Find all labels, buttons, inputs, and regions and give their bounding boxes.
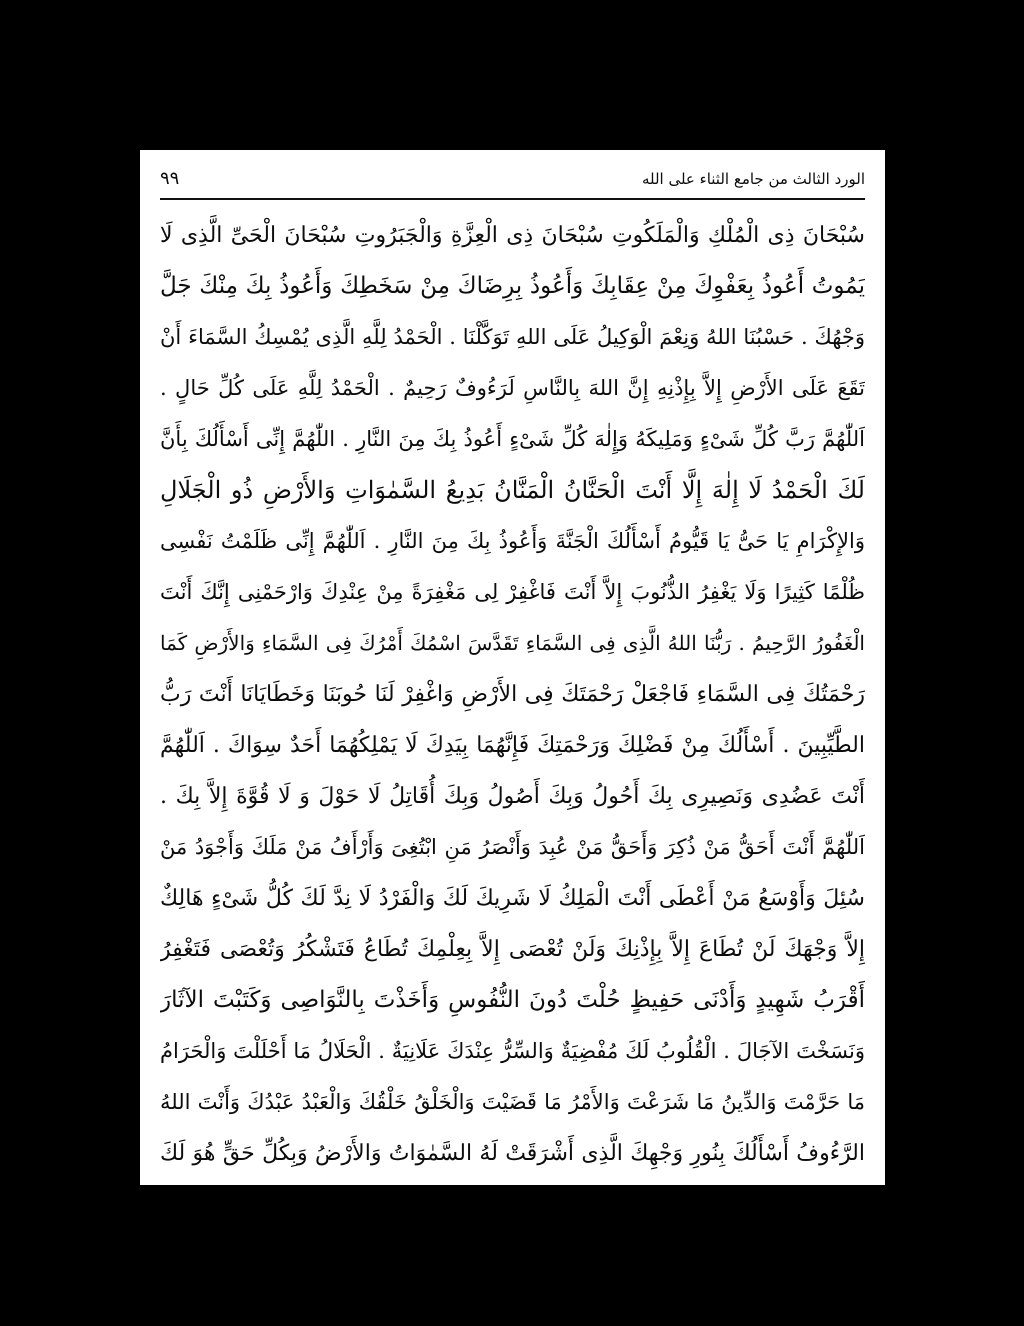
text-line: أَقْرَبُ شَهِيدٍ وَأَدْنَى حَفِيظٍ حُلْتَ دُونَ النُّفُوسِ وَأَخَذْتَ بِالنَّوَاصِى وَكَتَبْتَ الآثَارَ xyxy=(160,987,865,1013)
text-line: مَا حَرَّمْتَ وَالدِّينُ مَا شَرَعْتَ وَالأَمْرُ مَا قَضَيْتَ وَالْخَلْقُ خَلْقُكَ وَالْعَبْدُ عَبْدُكَ وَأَنْتَ اللهُ xyxy=(160,1090,865,1114)
text-line: لَكَ الْحَمْدُ لَا إِلٰهَ إِلَّا أَنْتَ الْحَنَّانُ الْمَنَّانُ بَدِيعُ السَّمٰوَاتِ وَالأَرْضِ ذُو الْجَلَالِ xyxy=(160,476,865,504)
header-rule xyxy=(160,198,865,200)
book-page xyxy=(140,150,885,1185)
text-line: وَنَسَخْتَ الآجَالَ . الْقُلُوبُ لَكَ مُفْضِيَةٌ وَالسِّرُّ عِنْدَكَ عَلَانِيَةٌ . الْحَلَالُ مَا أَحْلَلْتَ وَالْحَرَامُ xyxy=(160,1039,865,1063)
text-line: إِلاَّ وَجْهَكَ لَنْ تُطَاعَ إِلاَّ بِإِذْنِكَ وَلَنْ تُعْصَى إِلاَّ بِعِلْمِكَ تُطَاعُ فَتَشْكُرُ وَتُعْصَى فَتَغْفِرُ xyxy=(160,937,865,962)
text-line: يَمُوتُ أَعُوذُ بِعَفْوِكَ مِنْ عِقَابِكَ وَأَعُوذُ بِرِضَاكَ مِنْ سَخَطِكَ وَأَعُوذُ بِكَ مِنْكَ جَلَّ xyxy=(160,273,865,299)
text-line: أَنْتَ عَضُدِى وَنَصِيرِى بِكَ أَحُولُ وَبِكَ أَصُولُ وَبِكَ أُقَاتِلُ لَا حَوْلَ وَ لَا قُوَّةَ إِلاَّ بِكَ . xyxy=(160,784,865,809)
text-line: اَللّٰهُمَّ أَنْتَ أَحَقُّ مَنْ ذُكِرَ وَأَحَقُّ مَنْ عُبِدَ وَأَنْصَرُ مَنِ ابْتُغِىَ وَأَرْأَفُ مَنْ مَلَكَ وَأَجْوَدُ مَنْ xyxy=(160,835,865,859)
text-line: سُئِلَ وَأَوْسَعُ مَنْ أَعْطَى أَنْتَ الْمَلِكُ لَا شَرِيكَ لَكَ وَالْفَرْدُ لَا نِدَّ لَكَ كُلُّ شَىْءٍ هَالِكٌ xyxy=(160,886,865,911)
text-line: تَقَعَ عَلَى الأَرْضِ إِلاَّ بِإِذْنِهِ إِنَّ اللهَ بِالنَّاسِ لَرَءُوفٌ رَحِيمٌ . الْحَمْدُ لِلَّهِ عَلَى كُلِّ حَالٍ . xyxy=(160,376,865,400)
text-line: رَحْمَتُكَ فِى السَّمَاءِ فَاجْعَلْ رَحْمَتَكَ فِى الأَرْضِ وَاغْفِرْ لَنَا حُوبَنَا وَخَطَايَانَا أَنْتَ رَبُّ xyxy=(160,682,865,707)
page-number: ٩٩ xyxy=(160,168,180,189)
text-line: الطَّيِّبِينَ . أَسْأَلُكَ مِنْ فَضْلِكَ وَرَحْمَتِكَ فَإِنَّهُمَا بِيَدِكَ لَا يَمْلِكُهُمَا أَحَدٌ سِوَاكَ . اَللّٰهُمَّ xyxy=(160,733,865,758)
text-line: ظُلْمًا كَثِيرًا وَلَا يَغْفِرُ الذُّنُوبَ إِلاَّ أَنْتَ فَاغْفِرْ لِى مَغْفِرَةً مِنْ عِنْدِكَ وَارْحَمْنِى إِنَّكَ أَنْتَ xyxy=(160,580,865,604)
text-line: الرَّءُوفُ أَسْأَلُكَ بِنُورِ وَجْهِكَ الَّذِى أَشْرَقَتْ لَهُ السَّمٰوَاتُ وَالأَرْضُ وَبِكُلِّ حَقٍّ هُوَ لَكَ xyxy=(160,1141,865,1166)
text-line: وَجْهُكَ . حَسْبُنَا اللهُ وَنِعْمَ الْوَكِيلُ عَلَى اللهِ تَوَكَّلْنَا . الْحَمْدُ لِلَّهِ الَّذِى يُمْسِكُ السَّمَاءَ أَنْ xyxy=(160,325,865,349)
text-line: وَالإِكْرَامِ يَا حَىُّ يَا قَيُّومُ أَسْأَلُكَ الْجَنَّةَ وَأَعُوذُ بِكَ مِنَ النَّارِ . اَللّٰهُمَّ إِنِّى ظَلَمْتُ نَفْسِى xyxy=(160,529,865,553)
body-text xyxy=(160,210,865,1179)
running-title: الورد الثالث من جامع الثناء على الله xyxy=(641,170,865,188)
text-line: اَللّٰهُمَّ رَبَّ كُلِّ شَىْءٍ وَمَلِيكَهُ وَإِلٰهَ كُلِّ شَىْءٍ أَعُوذُ بِكَ مِنَ النَّارِ . اللّٰهُمَّ إِنِّى أَسْأَلُكَ بِأَنَّ xyxy=(160,427,865,451)
running-header xyxy=(160,168,865,194)
text-line: سُبْحَانَ ذِى الْمُلْكِ وَالْمَلَكُوتِ سُبْحَانَ ذِى الْعِزَّةِ وَالْجَبَرُوتِ سُبْحَانَ الْحَىِّ الَّذِى لَا xyxy=(160,223,865,248)
text-line: الْغَفُورُ الرَّحِيمُ . رَبُّنَا اللهُ الَّذِى فِى السَّمَاءِ تَقَدَّسَ اسْمُكَ أَمْرُكَ فِى السَّمَاءِ وَالأَرْضِ كَمَا xyxy=(160,631,865,655)
